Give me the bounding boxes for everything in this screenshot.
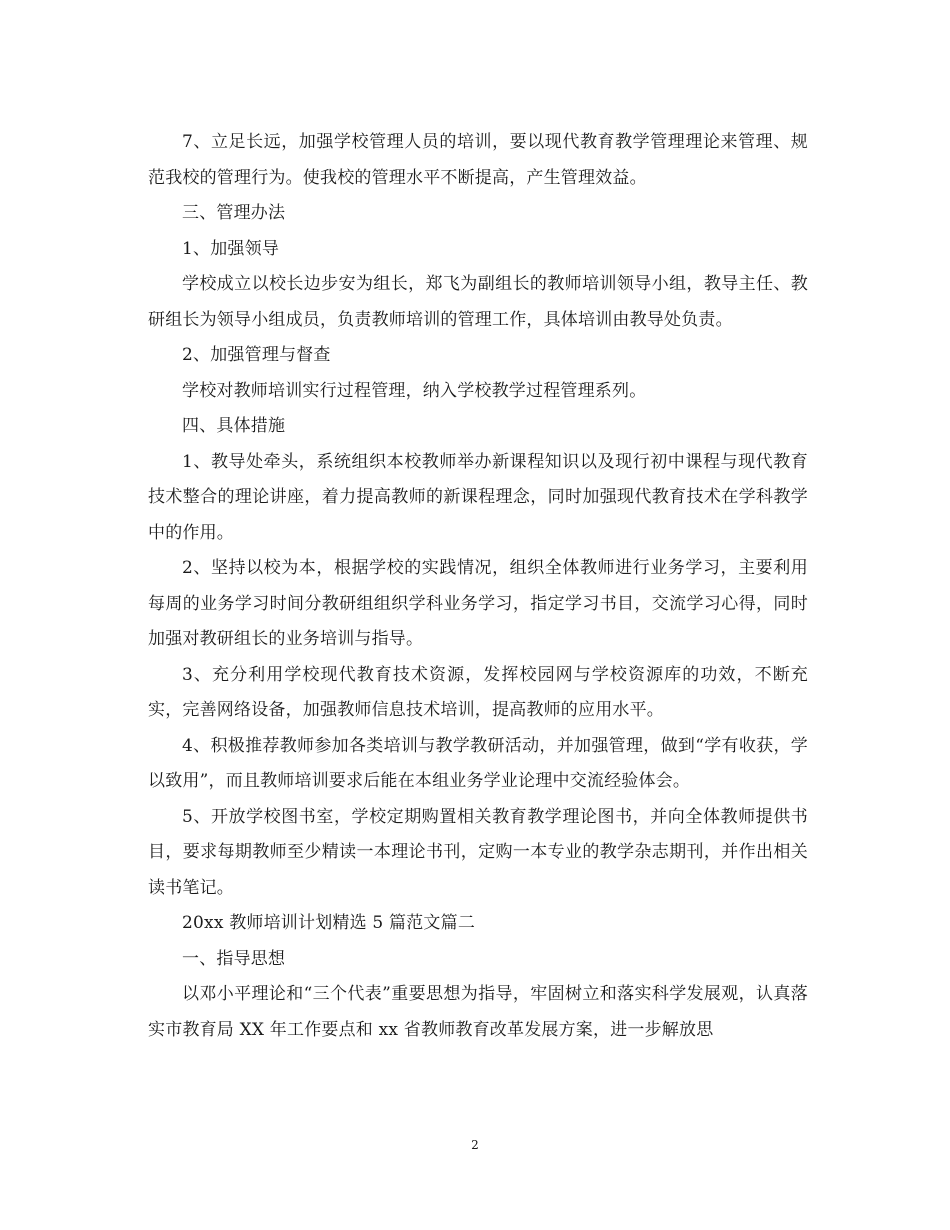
paragraph: 学校对教师培训实行过程管理，纳入学校教学过程管理系列。	[182, 380, 647, 401]
section-heading: 三、管理办法	[182, 203, 286, 223]
paragraph: 3、充分利用学校现代教育技术资源，发挥校园网与学校资源库的功效，不断充实，完善网络设备，加强教师信息技术培训，提高教师的应用水平。	[148, 664, 808, 720]
document-body	[148, 125, 808, 1048]
paragraph: 以邓小平理论和“三个代表”重要思想为指导，牢固树立和落实科学发展观，认真落实市教育局 XX 年工作要点和 xx 省教师教育改革发展方案，进一步解放思	[148, 984, 808, 1040]
paragraph: 1、教导处牵头，系统组织本校教师举办新课程知识以及现行初中课程与现代教育技术整合的理论讲座，着力提高教师的新课程理念，同时加强现代教育技术在学科教学中的作用。	[148, 451, 808, 543]
article-title: 20xx 教师培训计划精选 5 篇范文篇二	[182, 913, 476, 933]
paragraph: 5、开放学校图书室，学校定期购置相关教育教学理论图书，并向全体教师提供书目，要求每期教师至少精读一本理论书刊，定购一本专业的教学杂志期刊，并作出相关读书笔记。	[148, 806, 808, 898]
section-heading: 一、指导思想	[182, 948, 286, 969]
subsection-heading: 1、加强领导	[182, 238, 280, 259]
section-heading: 四、具体措施	[182, 416, 286, 436]
paragraph: 2、坚持以校为本，根据学校的实践情况，组织全体教师进行业务学习，主要利用每周的业务学习时间分教研组组织学科业务学习，指定学习书目，交流学习心得，同时加强对教研组长的业务培训与指导。	[148, 558, 808, 649]
page-number: 2	[471, 1138, 479, 1152]
subsection-heading: 2、加强管理与督查	[182, 345, 331, 365]
paragraph: 4、积极推荐教师参加各类培训与教学教研活动，并加强管理，做到“学有收获，学以致用”，而且教师培训要求后能在本组业务学业论理中交流经验体会。	[148, 735, 808, 791]
paragraph: 7、立足长远，加强学校管理人员的培训，要以现代教育教学管理理论来管理、规范我校的管理行为。使我校的管理水平不断提高，产生管理效益。	[148, 132, 808, 188]
paragraph: 学校成立以校长边步安为组长，郑飞为副组长的教师培训领导小组，教导主任、教研组长为领导小组成员，负责教师培训的管理工作，具体培训由教导处负责。	[148, 274, 808, 330]
